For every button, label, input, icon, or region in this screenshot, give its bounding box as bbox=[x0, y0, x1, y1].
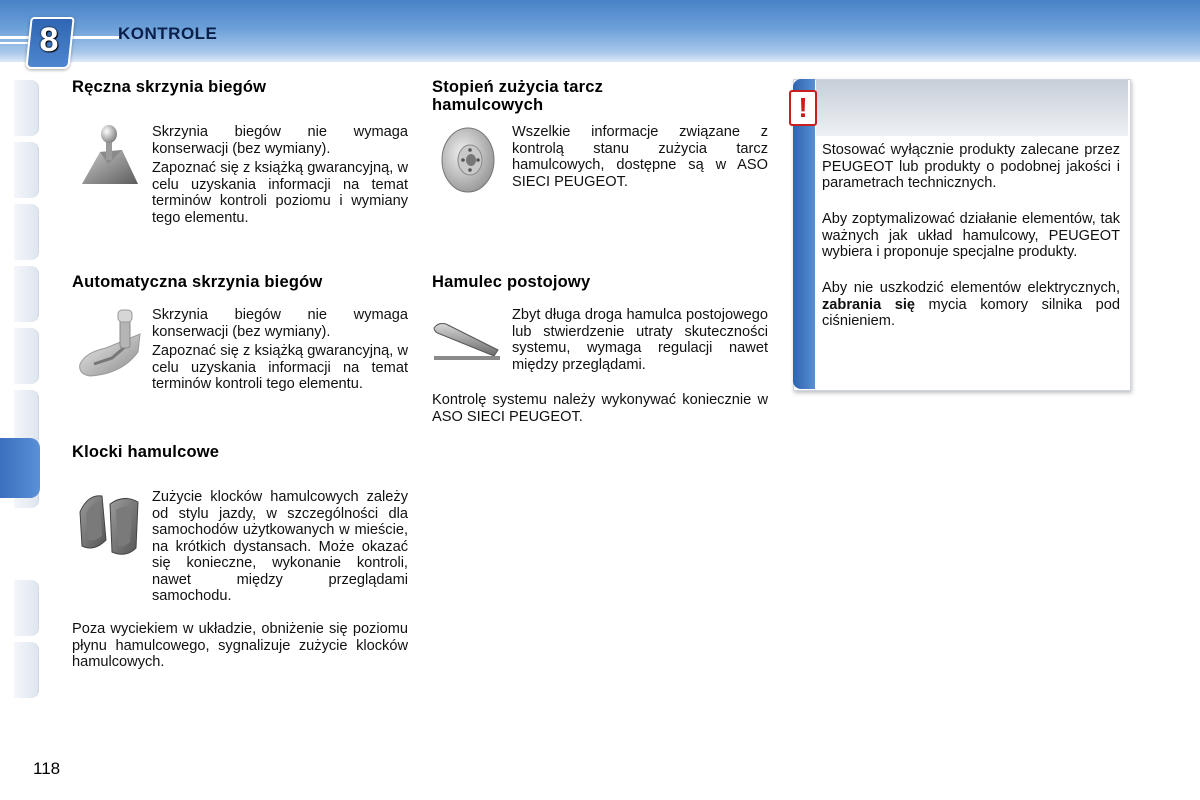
chapter-title: KONTROLE bbox=[118, 24, 218, 43]
page-number: 118 bbox=[33, 759, 61, 778]
chapter-number: 8 bbox=[39, 21, 59, 59]
warning-text-3-end: mycia komory silnika pod ciśnieniem. bbox=[822, 296, 1120, 329]
chapter-tab-4[interactable] bbox=[14, 266, 39, 322]
manual-gearbox-text-2: Zapoznać się z książką gwarancyjną, w celu uzyskania informacji na temat terminów kontroli poziomu i wymiany tego elementu. bbox=[152, 160, 408, 226]
brake-disc-icon bbox=[436, 124, 500, 196]
warning-text-3-emphasis: zabrania się bbox=[822, 296, 916, 313]
brake-pads-text-1: Zużycie klocków hamulcowych zależy od stylu jazdy, w szczególności dla samochodów użytkowanych w mieście, na krótkich dystansach. Może okazać się konieczne, wykonanie kontroli, nawet między przeglądami samochodu. bbox=[152, 489, 408, 604]
chapter-tab-10[interactable] bbox=[14, 642, 39, 698]
header-stripe-short bbox=[0, 42, 30, 44]
chapter-tab-2[interactable] bbox=[14, 142, 39, 198]
warning-text-1: Stosować wyłącznie produkty zalecane przez PEUGEOT lub produkty o podobnej jakości i parametrach technicznych. bbox=[822, 142, 1120, 191]
manual-gearbox-text-1: Skrzynia biegów nie wymaga konserwacji (bez wymiany). bbox=[152, 124, 408, 157]
chapter-tab-5[interactable] bbox=[14, 328, 39, 384]
automatic-gear-selector-icon bbox=[76, 308, 144, 380]
manual-gearbox-title: Ręczna skrzynia biegów bbox=[72, 78, 267, 96]
brake-pads-title: Klocki hamulcowe bbox=[72, 443, 220, 461]
chapter-tab-3[interactable] bbox=[14, 204, 39, 260]
warning-box-header bbox=[816, 80, 1128, 136]
brake-discs-title-line-1: Stopień zużycia tarcz bbox=[432, 78, 604, 96]
warning-exclamation-icon: ! bbox=[789, 90, 817, 126]
chapter-tab-9[interactable] bbox=[14, 580, 39, 636]
parking-brake-lever-icon bbox=[432, 318, 502, 364]
parking-brake-title: Hamulec postojowy bbox=[432, 273, 591, 291]
brake-pads-icon bbox=[76, 490, 144, 560]
warning-text-3 bbox=[822, 280, 1120, 330]
warning-text-2: Aby zoptymalizować działanie elementów, tak ważnych jak układ hamulcowy, PEUGEOT wybiera i proponuje specjalne produkty. bbox=[822, 211, 1120, 260]
parking-brake-text-2: Kontrolę systemu należy wykonywać koniecznie w ASO SIECI PEUGEOT. bbox=[432, 392, 768, 425]
chapter-tab-1[interactable] bbox=[14, 80, 39, 136]
automatic-gearbox-text-2: Zapoznać się z książką gwarancyjną, w celu uzyskania informacji na temat terminów kontroli tego elementu. bbox=[152, 343, 408, 392]
chapter-tabs bbox=[0, 80, 42, 720]
brake-discs-title-line-2: hamulcowych bbox=[432, 96, 544, 114]
brake-pads-text-2: Poza wyciekiem w układzie, obniżenie się poziomu płynu hamulcowego, sygnalizuje zużycie klocków hamulcowych. bbox=[72, 621, 408, 670]
automatic-gearbox-title: Automatyczna skrzynia biegów bbox=[72, 273, 323, 291]
chapter-tab-active[interactable] bbox=[0, 438, 40, 498]
automatic-gearbox-text-1: Skrzynia biegów nie wymaga konserwacji (bez wymiany). bbox=[152, 307, 408, 340]
warning-text-3-start: Aby nie uszkodzić elementów elektrycznych, bbox=[822, 280, 1120, 296]
manual-gear-lever-icon bbox=[78, 122, 142, 194]
parking-brake-text-1: Zbyt długa droga hamulca postojowego lub stwierdzenie utraty skuteczności systemu, wymaga regulacji nawet między przeglądami. bbox=[512, 307, 768, 373]
brake-discs-text: Wszelkie informacje związane z kontrolą stanu zużycia tarcz hamulcowych, dostępne są w ASO SIECI PEUGEOT. bbox=[512, 124, 768, 190]
